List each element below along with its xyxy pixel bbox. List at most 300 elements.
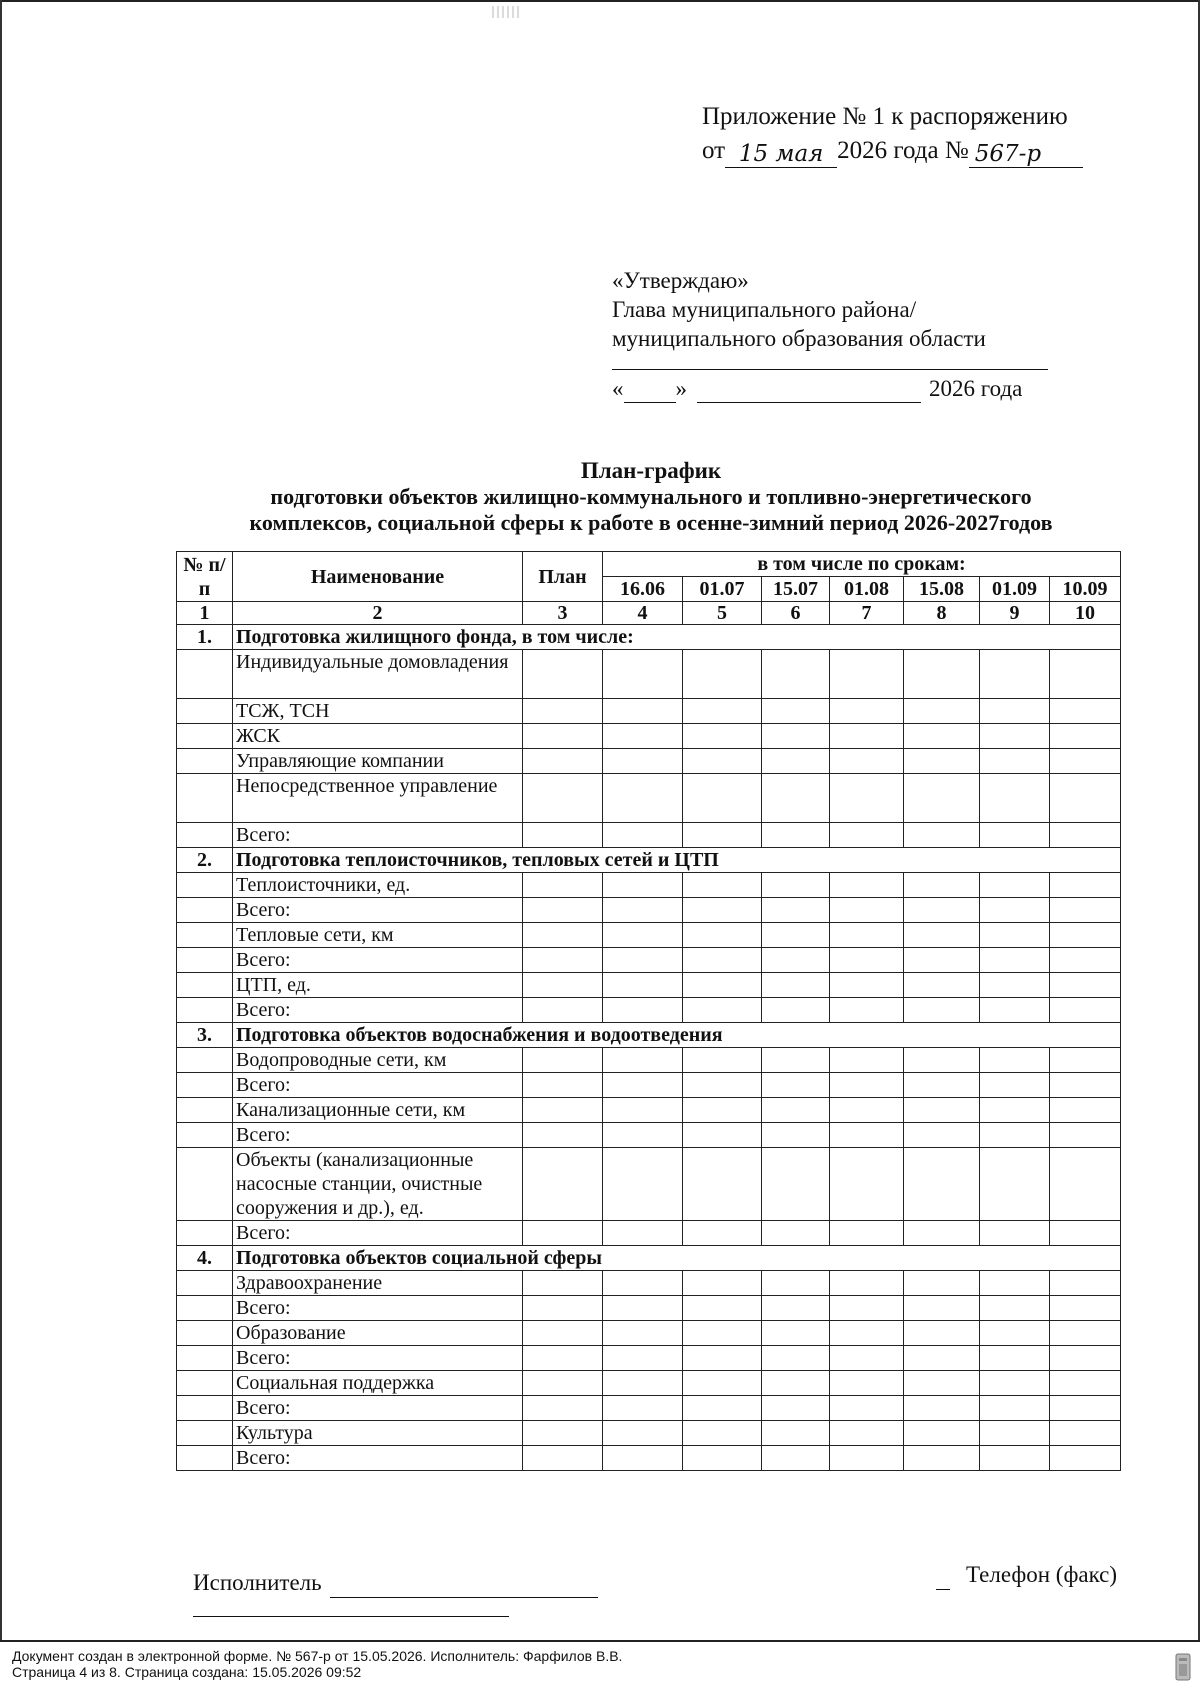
table-cell — [523, 749, 603, 774]
table-cell — [603, 1296, 683, 1321]
table-cell — [1050, 823, 1121, 848]
table-cell — [1050, 1371, 1121, 1396]
section-title: Подготовка жилищного фонда, в том числе: — [233, 625, 1121, 650]
table-cell — [762, 998, 830, 1023]
table-cell — [980, 724, 1050, 749]
table-cell — [523, 873, 603, 898]
table-cell — [177, 1098, 233, 1123]
row-name: Водопроводные сети, км — [233, 1048, 523, 1073]
table-cell — [1050, 973, 1121, 998]
table-cell — [523, 1396, 603, 1421]
table-cell — [904, 1098, 980, 1123]
table-cell — [762, 823, 830, 848]
scan-artifact — [492, 6, 522, 18]
row-name: Всего: — [233, 1446, 523, 1471]
phone-dash — [936, 1569, 950, 1590]
table-cell — [762, 1123, 830, 1148]
table-cell — [1050, 1148, 1121, 1221]
row-name: Всего: — [233, 898, 523, 923]
table-cell — [603, 923, 683, 948]
table-cell — [830, 1421, 904, 1446]
table-cell — [830, 749, 904, 774]
table-cell — [603, 1321, 683, 1346]
table-cell — [830, 1098, 904, 1123]
row-name: Всего: — [233, 1346, 523, 1371]
table-cell — [683, 1048, 762, 1073]
table-cell — [980, 1098, 1050, 1123]
section-number: 4. — [177, 1246, 233, 1271]
section-title: Подготовка объектов водоснабжения и водоотведения — [233, 1023, 1121, 1048]
table-cell — [603, 1371, 683, 1396]
table-cell — [762, 873, 830, 898]
header-date: 15.08 — [904, 577, 980, 602]
table-cell — [177, 1148, 233, 1221]
quote-open: « — [612, 376, 624, 401]
row-name: Всего: — [233, 1296, 523, 1321]
table-cell — [980, 1321, 1050, 1346]
table-cell — [1050, 1296, 1121, 1321]
month-blank — [697, 380, 921, 403]
table-cell — [762, 749, 830, 774]
row-name: Канализационные сети, км — [233, 1098, 523, 1123]
table-cell — [603, 650, 683, 699]
section-row — [177, 625, 1121, 650]
table-cell — [1050, 923, 1121, 948]
table-cell — [904, 1296, 980, 1321]
table-cell — [762, 1421, 830, 1446]
table-cell — [177, 1446, 233, 1471]
table-cell — [830, 1123, 904, 1148]
signature-blank — [612, 353, 1048, 370]
page-top-edge — [0, 0, 1200, 2]
column-number: 1 — [177, 602, 233, 625]
footer-separator — [0, 1640, 1200, 1642]
table-cell — [762, 1221, 830, 1246]
table-cell — [830, 973, 904, 998]
table-cell — [683, 998, 762, 1023]
table-row — [177, 873, 1121, 898]
table-cell — [762, 973, 830, 998]
row-name: ЖСК — [233, 724, 523, 749]
table-cell — [523, 923, 603, 948]
table-cell — [683, 898, 762, 923]
table-cell — [830, 898, 904, 923]
table-cell — [177, 948, 233, 973]
table-cell — [762, 923, 830, 948]
table-cell — [177, 1421, 233, 1446]
table-row — [177, 948, 1121, 973]
table-cell — [177, 873, 233, 898]
table-cell — [980, 749, 1050, 774]
table-row — [177, 1221, 1121, 1246]
table-cell — [762, 1446, 830, 1471]
table-cell — [1050, 1421, 1121, 1446]
table-cell — [980, 650, 1050, 699]
footer-line2: Страница 4 из 8. Страница создана: 15.05.2026 09:52 — [12, 1664, 362, 1680]
page-left-edge — [0, 0, 2, 1640]
column-number: 9 — [980, 602, 1050, 625]
table-cell — [683, 650, 762, 699]
table-cell — [683, 1296, 762, 1321]
table-cell — [683, 1148, 762, 1221]
table-row — [177, 1321, 1121, 1346]
table-cell — [603, 1446, 683, 1471]
table-cell — [523, 1073, 603, 1098]
table-cell — [762, 1098, 830, 1123]
table-cell — [980, 1048, 1050, 1073]
section-number: 2. — [177, 848, 233, 873]
table-cell — [762, 1346, 830, 1371]
table-cell — [830, 1321, 904, 1346]
row-name: Образование — [233, 1321, 523, 1346]
table-cell — [904, 948, 980, 973]
table-cell — [1050, 1048, 1121, 1073]
table-cell — [683, 1123, 762, 1148]
table-cell — [830, 1371, 904, 1396]
row-name: Всего: — [233, 948, 523, 973]
table-cell — [177, 998, 233, 1023]
executor-name-blank — [193, 1598, 509, 1617]
table-cell — [177, 1346, 233, 1371]
table-cell — [683, 1346, 762, 1371]
table-cell — [762, 1073, 830, 1098]
table-cell — [1050, 998, 1121, 1023]
table-cell — [1050, 1321, 1121, 1346]
table-cell — [177, 973, 233, 998]
table-cell — [1050, 1123, 1121, 1148]
table-cell — [904, 898, 980, 923]
table-cell — [1050, 699, 1121, 724]
row-name: Всего: — [233, 998, 523, 1023]
table-cell — [904, 1048, 980, 1073]
table-cell — [980, 1371, 1050, 1396]
table-cell — [904, 1346, 980, 1371]
row-name: Теплоисточники, ед. — [233, 873, 523, 898]
table-cell — [177, 774, 233, 823]
table-row — [177, 1446, 1121, 1471]
table-cell — [523, 1048, 603, 1073]
day-blank — [624, 380, 676, 403]
table-cell — [177, 749, 233, 774]
plan-table — [176, 551, 1121, 1471]
row-name: Культура — [233, 1421, 523, 1446]
table-row — [177, 1371, 1121, 1396]
table-cell — [177, 650, 233, 699]
heading-title: План-график — [580, 458, 722, 483]
table-cell — [523, 898, 603, 923]
table-cell — [177, 1371, 233, 1396]
table-cell — [830, 650, 904, 699]
table-cell — [762, 1148, 830, 1221]
approval-line2: муниципального образования области — [612, 326, 986, 351]
table-cell — [980, 1421, 1050, 1446]
table-cell — [523, 1098, 603, 1123]
table-cell — [683, 873, 762, 898]
table-cell — [980, 1073, 1050, 1098]
table-cell — [523, 973, 603, 998]
table-cell — [177, 1321, 233, 1346]
table-cell — [523, 1221, 603, 1246]
table-cell — [980, 774, 1050, 823]
table-cell — [762, 1396, 830, 1421]
table-cell — [603, 749, 683, 774]
column-number: 6 — [762, 602, 830, 625]
table-cell — [523, 1271, 603, 1296]
section-title: Подготовка объектов социальной сферы — [233, 1246, 1121, 1271]
table-cell — [762, 898, 830, 923]
table-cell — [1050, 1073, 1121, 1098]
appendix-from: от — [702, 137, 726, 164]
table-cell — [523, 1148, 603, 1221]
table-cell — [177, 1073, 233, 1098]
table-cell — [904, 749, 980, 774]
table-cell — [603, 1396, 683, 1421]
section-number: 3. — [177, 1023, 233, 1048]
row-name: Непосредственное управление — [233, 774, 523, 823]
table-cell — [523, 1123, 603, 1148]
table-cell — [603, 1421, 683, 1446]
table-cell — [177, 923, 233, 948]
table-cell — [603, 1148, 683, 1221]
table-cell — [603, 724, 683, 749]
table-cell — [683, 1321, 762, 1346]
table-row — [177, 1296, 1121, 1321]
table-cell — [177, 898, 233, 923]
table-cell — [603, 1073, 683, 1098]
table-cell — [762, 948, 830, 973]
table-cell — [904, 699, 980, 724]
table-cell — [762, 1371, 830, 1396]
table-cell — [980, 1221, 1050, 1246]
quote-close: » — [675, 376, 687, 401]
table-cell — [904, 998, 980, 1023]
table-cell — [830, 1346, 904, 1371]
table-cell — [523, 1446, 603, 1471]
row-name: Социальная поддержка — [233, 1371, 523, 1396]
table-cell — [762, 1321, 830, 1346]
table-cell — [904, 973, 980, 998]
row-name: Здравоохранение — [233, 1271, 523, 1296]
row-name: Тепловые сети, км — [233, 923, 523, 948]
table-cell — [603, 699, 683, 724]
header-date: 15.07 — [762, 577, 830, 602]
table-cell — [980, 1148, 1050, 1221]
table-cell — [762, 699, 830, 724]
column-number: 4 — [603, 602, 683, 625]
table-cell — [1050, 1346, 1121, 1371]
column-number: 2 — [233, 602, 523, 625]
table-cell — [980, 1396, 1050, 1421]
table-cell — [177, 1396, 233, 1421]
table-cell — [904, 873, 980, 898]
table-cell — [904, 724, 980, 749]
table-cell — [603, 948, 683, 973]
executor-block — [193, 1568, 598, 1617]
table-cell — [177, 1048, 233, 1073]
header-date: 01.07 — [683, 577, 762, 602]
handwritten-date: 15 мая — [725, 141, 837, 168]
table-cell — [904, 1073, 980, 1098]
table-cell — [683, 1446, 762, 1471]
table-cell — [1050, 1446, 1121, 1471]
table-cell — [762, 724, 830, 749]
table-cell — [683, 1421, 762, 1446]
table-row — [177, 1346, 1121, 1371]
table-row — [177, 1098, 1121, 1123]
table-cell — [603, 898, 683, 923]
handwritten-number: 567-р — [969, 141, 1083, 168]
column-number-row — [177, 602, 1121, 625]
table-cell — [177, 724, 233, 749]
table-cell — [603, 1123, 683, 1148]
table-cell — [523, 724, 603, 749]
table-cell — [1050, 948, 1121, 973]
row-name: Всего: — [233, 1396, 523, 1421]
table-row — [177, 749, 1121, 774]
table-cell — [830, 948, 904, 973]
table-cell — [523, 1296, 603, 1321]
emblem-icon — [1174, 1652, 1192, 1682]
column-number: 5 — [683, 602, 762, 625]
table-row — [177, 1048, 1121, 1073]
table-cell — [523, 1321, 603, 1346]
row-name: Объекты (канализационные насосные станции, очистные сооружения и др.), ед. — [233, 1148, 523, 1221]
table-cell — [980, 1346, 1050, 1371]
section-number: 1. — [177, 625, 233, 650]
table-cell — [904, 1123, 980, 1148]
document-heading — [160, 458, 1142, 536]
table-cell — [603, 774, 683, 823]
table-cell — [1050, 1396, 1121, 1421]
footer-line1: Документ создан в электронной форме. № 567-р от 15.05.2026. Исполнитель: Фарфилов В.В. — [12, 1648, 623, 1664]
appendix-date-line — [702, 134, 1083, 168]
table-cell — [830, 1148, 904, 1221]
table-cell — [830, 774, 904, 823]
table-cell — [603, 1271, 683, 1296]
table-row — [177, 1396, 1121, 1421]
table-cell — [830, 1396, 904, 1421]
table-cell — [904, 774, 980, 823]
table-cell — [603, 1048, 683, 1073]
table-cell — [1050, 898, 1121, 923]
header-date: 16.06 — [603, 577, 683, 602]
table-cell — [1050, 724, 1121, 749]
phone-block — [936, 1560, 1117, 1590]
row-name: Всего: — [233, 1123, 523, 1148]
table-cell — [830, 873, 904, 898]
table-cell — [980, 898, 1050, 923]
table-cell — [980, 923, 1050, 948]
table-cell — [904, 650, 980, 699]
appendix-block — [702, 100, 1083, 168]
table-cell — [177, 1123, 233, 1148]
column-number: 3 — [523, 602, 603, 625]
table-cell — [904, 1321, 980, 1346]
table-cell — [980, 823, 1050, 848]
table-cell — [523, 699, 603, 724]
table-cell — [603, 1221, 683, 1246]
table-row — [177, 823, 1121, 848]
table-cell — [177, 823, 233, 848]
column-number: 8 — [904, 602, 980, 625]
table-cell — [830, 823, 904, 848]
table-cell — [1050, 749, 1121, 774]
table-cell — [683, 823, 762, 848]
table-cell — [980, 948, 1050, 973]
row-name: ЦТП, ед. — [233, 973, 523, 998]
header-no: № п/п — [177, 552, 233, 602]
table-cell — [683, 1371, 762, 1396]
executor-label: Исполнитель — [193, 1570, 322, 1595]
table-cell — [523, 1346, 603, 1371]
table-cell — [980, 1446, 1050, 1471]
table-cell — [904, 1148, 980, 1221]
table-row — [177, 724, 1121, 749]
table-row — [177, 1421, 1121, 1446]
table-cell — [980, 1123, 1050, 1148]
table-cell — [683, 774, 762, 823]
approval-title: «Утверждаю» — [612, 268, 749, 293]
header-date: 01.09 — [980, 577, 1050, 602]
column-number: 10 — [1050, 602, 1121, 625]
table-cell — [904, 1446, 980, 1471]
table-cell — [683, 724, 762, 749]
table-row — [177, 973, 1121, 998]
section-row — [177, 1023, 1121, 1048]
table-cell — [1050, 650, 1121, 699]
table-cell — [1050, 1221, 1121, 1246]
heading-subtitle2: комплексов, социальной сферы к работе в осенне-зимний период 2026-2027годов — [249, 510, 1053, 535]
table-cell — [683, 973, 762, 998]
table-cell — [830, 1048, 904, 1073]
header-row-1 — [177, 552, 1121, 577]
table-cell — [830, 1221, 904, 1246]
table-cell — [980, 1271, 1050, 1296]
table-cell — [830, 923, 904, 948]
table-cell — [830, 998, 904, 1023]
table-cell — [762, 774, 830, 823]
appendix-year: 2026 года № — [837, 137, 969, 164]
table-cell — [904, 1421, 980, 1446]
table-cell — [1050, 774, 1121, 823]
table-cell — [762, 650, 830, 699]
table-cell — [523, 1371, 603, 1396]
row-name: Всего: — [233, 1073, 523, 1098]
table-cell — [762, 1271, 830, 1296]
table-cell — [980, 699, 1050, 724]
table-cell — [830, 724, 904, 749]
table-cell — [904, 923, 980, 948]
table-cell — [830, 1271, 904, 1296]
table-cell — [603, 1346, 683, 1371]
table-row — [177, 650, 1121, 699]
table-cell — [904, 1396, 980, 1421]
table-cell — [762, 1048, 830, 1073]
table-cell — [523, 650, 603, 699]
row-name: Всего: — [233, 1221, 523, 1246]
table-row — [177, 1073, 1121, 1098]
table-cell — [830, 699, 904, 724]
table-row — [177, 699, 1121, 724]
table-cell — [177, 1271, 233, 1296]
table-cell — [1050, 873, 1121, 898]
footer — [12, 1648, 622, 1680]
table-cell — [762, 1296, 830, 1321]
table-cell — [603, 873, 683, 898]
table-row — [177, 1148, 1121, 1221]
table-cell — [1050, 1271, 1121, 1296]
approval-date-line — [612, 374, 1048, 403]
